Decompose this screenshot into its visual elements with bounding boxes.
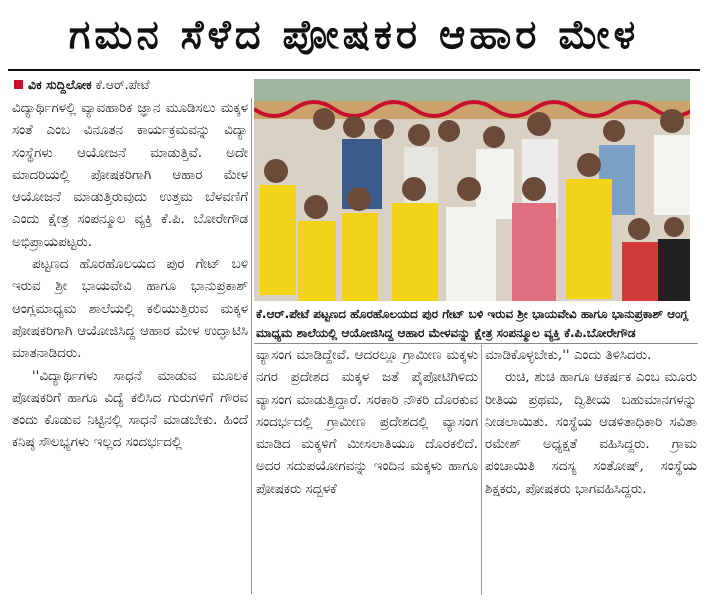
paragraph: ವಿದ್ಯಾರ್ಥಿಗಳಲ್ಲಿ ವ್ಯಾವಹಾರಿಕ ಜ್ಞಾನ ಮೂಡಿಸಲು ಮಕ್ಕಳ ಸಂತೆ ಎಂಬ ವಿನೂತನ ಕಾರ್ಯಕ್ರಮವನ್ನು ವಿದ್ಯಾ ಸಂಸ್ಥೆಗಳು ಆಯೋಜನೆ ಮಾಡುತ್ತಿವೆ. ಅದೇ ಮಾದರಿಯಲ್ಲಿ ಪೋಷಕರಿಗಾಗಿ ಆಹಾರ ಮೇಳ ಆಯೋಜನೆ ಮಾಡುತ್ತಿರುವುದು ಉತ್ತಮ ಬೆಳವಣಿಗೆ ಎಂದು ಕ್ಷೇತ್ರ ಸಂಪನ್ಮೂಲ ವ್ಯಕ್ತಿ ಕೆ.ಪಿ. ಬೋರೇಗೌಡ ಅಭಿಪ್ರಾಯಪಟ್ಟರು. bbox=[12, 101, 248, 250]
column-divider bbox=[251, 98, 252, 594]
headline: ಗಮನ ಸೆಳೆದ ಪೋಷಕರ ಆಹಾರ ಮೇಳ bbox=[68, 12, 640, 58]
headline-rule bbox=[8, 69, 700, 71]
article-column-1 bbox=[12, 98, 248, 594]
caption-rule bbox=[254, 343, 698, 344]
paragraph: ರುಚಿ, ಶುಚಿ ಹಾಗೂ ಆಕರ್ಷಕ ಎಂಬ ಮೂರು ರೀತಿಯ ಪ್ರಥಮ, ದ್ವಿತೀಯ ಬಹುಮಾನಗಳನ್ನು ನೀಡಲಾಯಿತು. ಸಂಸ್ಥೆಯ ಆಡಳಿತಾಧಿಕಾರಿ ಸವಿತಾ ರಮೇಶ್ ಅಧ್ಯಕ್ಷತೆ ವಹಿಸಿದ್ದರು. ಗ್ರಾಮ ಪಂಚಾಯಿತಿ ಸದಸ್ಯ ಸಂತೋಷ್, ಸಂಸ್ಥೆಯ ಶಿಕ್ಷಕರು, ಪೋಷಕರು ಭಾಗವಹಿಸಿದ್ದರು. bbox=[485, 370, 697, 497]
paragraph: ''ವಿದ್ಯಾರ್ಥಿಗಳು ಸಾಧನೆ ಮಾಡುವ ಮೂಲಕ ಪೋಷಕರಿಗೆ ಹಾಗೂ ವಿದ್ಯೆ ಕಲಿಸಿದ ಗುರುಗಳಿಗೆ ಗೌರವ ತಂದು ಕೊಡುವ ನಿಟ್ಟಿನಲ್ಲಿ ಸಾಧನೆ ಮಾಡಬೇಕು. ಹಿಂದೆ ಕನಿಷ್ಠ ಸೌಲಭ್ಯಗಳು ಇಲ್ಲದ ಸಂದರ್ಭದಲ್ಲಿ bbox=[12, 368, 248, 451]
byline bbox=[14, 76, 250, 94]
paragraph: ವ್ಯಾಸಂಗ ಮಾಡಿದ್ದೇವೆ. ಆದರಲ್ಲೂ ಗ್ರಾಮೀಣ ಮಕ್ಕಳು ನಗರ ಪ್ರದೇಶದ ಮಕ್ಕಳ ಜತೆ ಪೈಪೋಟಿಗಿಳಿದು ವ್ಯಾಸಂಗ ಮಾಡುತ್ತಿದ್ದಾರೆ. ಸರಕಾರಿ ನೌಕರಿ ದೊರಕುವ ಸಂದರ್ಭದಲ್ಲಿ ಗ್ರಾಮೀಣ ಪ್ರದೇಶದಲ್ಲಿ ವ್ಯಾಸಂಗ ಮಾಡಿದ ಮಕ್ಕಳಿಗೆ ಮೀಸಲಾತಿಯೂ ದೊರಕಲಿದೆ. ಅದರ ಸದುಪಯೋಗವನ್ನು ಇಂದಿನ ಮಕ್ಕಳು ಹಾಗೂ ಪೋಷಕರು ಸದ್ಬಳಕೆ bbox=[256, 348, 478, 497]
paragraph: ಮಾಡಿಕೊಳ್ಳಬೇಕು,'' ಎಂದು ತಿಳಿಸಿದರು. bbox=[485, 348, 652, 363]
article-column-2 bbox=[256, 345, 478, 595]
byline-source: ವಿಕ ಸುದ್ದಿಲೋಕ bbox=[28, 77, 92, 92]
news-photo bbox=[254, 79, 690, 301]
byline-place: ಕೆ.ಆರ್.ಪೇಟೆ bbox=[95, 77, 150, 92]
article-column-3 bbox=[485, 345, 697, 595]
column-divider bbox=[481, 345, 482, 595]
paragraph: ಪಟ್ಟಣದ ಹೊರಹೊಲಯದ ಪುರ ಗೇಟ್ ಬಳಿ ಇರುವ ಶ್ರೀ ಭಾಯವೇವಿ ಹಾಗೂ ಭಾನುಪ್ರಕಾಶ್ ಆಂಗ್ಲಮಾಧ್ಯಮ ಶಾಲೆಯಲ್ಲಿ ಕಲಿಯುತ್ತಿರುವ ಮಕ್ಕಳ ಪೋಷಕರಿಗಾಗಿ ಆಯೋಜಿಸಿದ್ದ ಆಹಾರ ಮೇಳ ಉದ್ಘಾಟಿಸಿ ಮಾತನಾಡಿದರು. bbox=[12, 257, 248, 362]
photo-caption: ಕೆ.ಆರ್.ಪೇಟೆ ಪಟ್ಟಣದ ಹೊರಹೊಲಯದ ಪುರ ಗೇಟ್ ಬಳಿ ಇರುವ ಶ್ರೀ ಭಾಯವೇವಿ ಹಾಗೂ ಭಾನುಪ್ರಕಾಶ್ ಆಂಗ್ಲ ಮಾಧ್ಯಮ ಶಾಲೆಯಲ್ಲಿ ಆಯೋಜಿಸಿದ್ದ ಆಹಾರ ಮೇಳವನ್ನು ಕ್ಷೇತ್ರ ಸಂಪನ್ಮೂಲ ವ್ಯಕ್ತಿ ಕೆ.ಪಿ.ಬೋರೇಗೌಡ bbox=[256, 307, 689, 340]
byline-square-icon bbox=[14, 80, 23, 89]
